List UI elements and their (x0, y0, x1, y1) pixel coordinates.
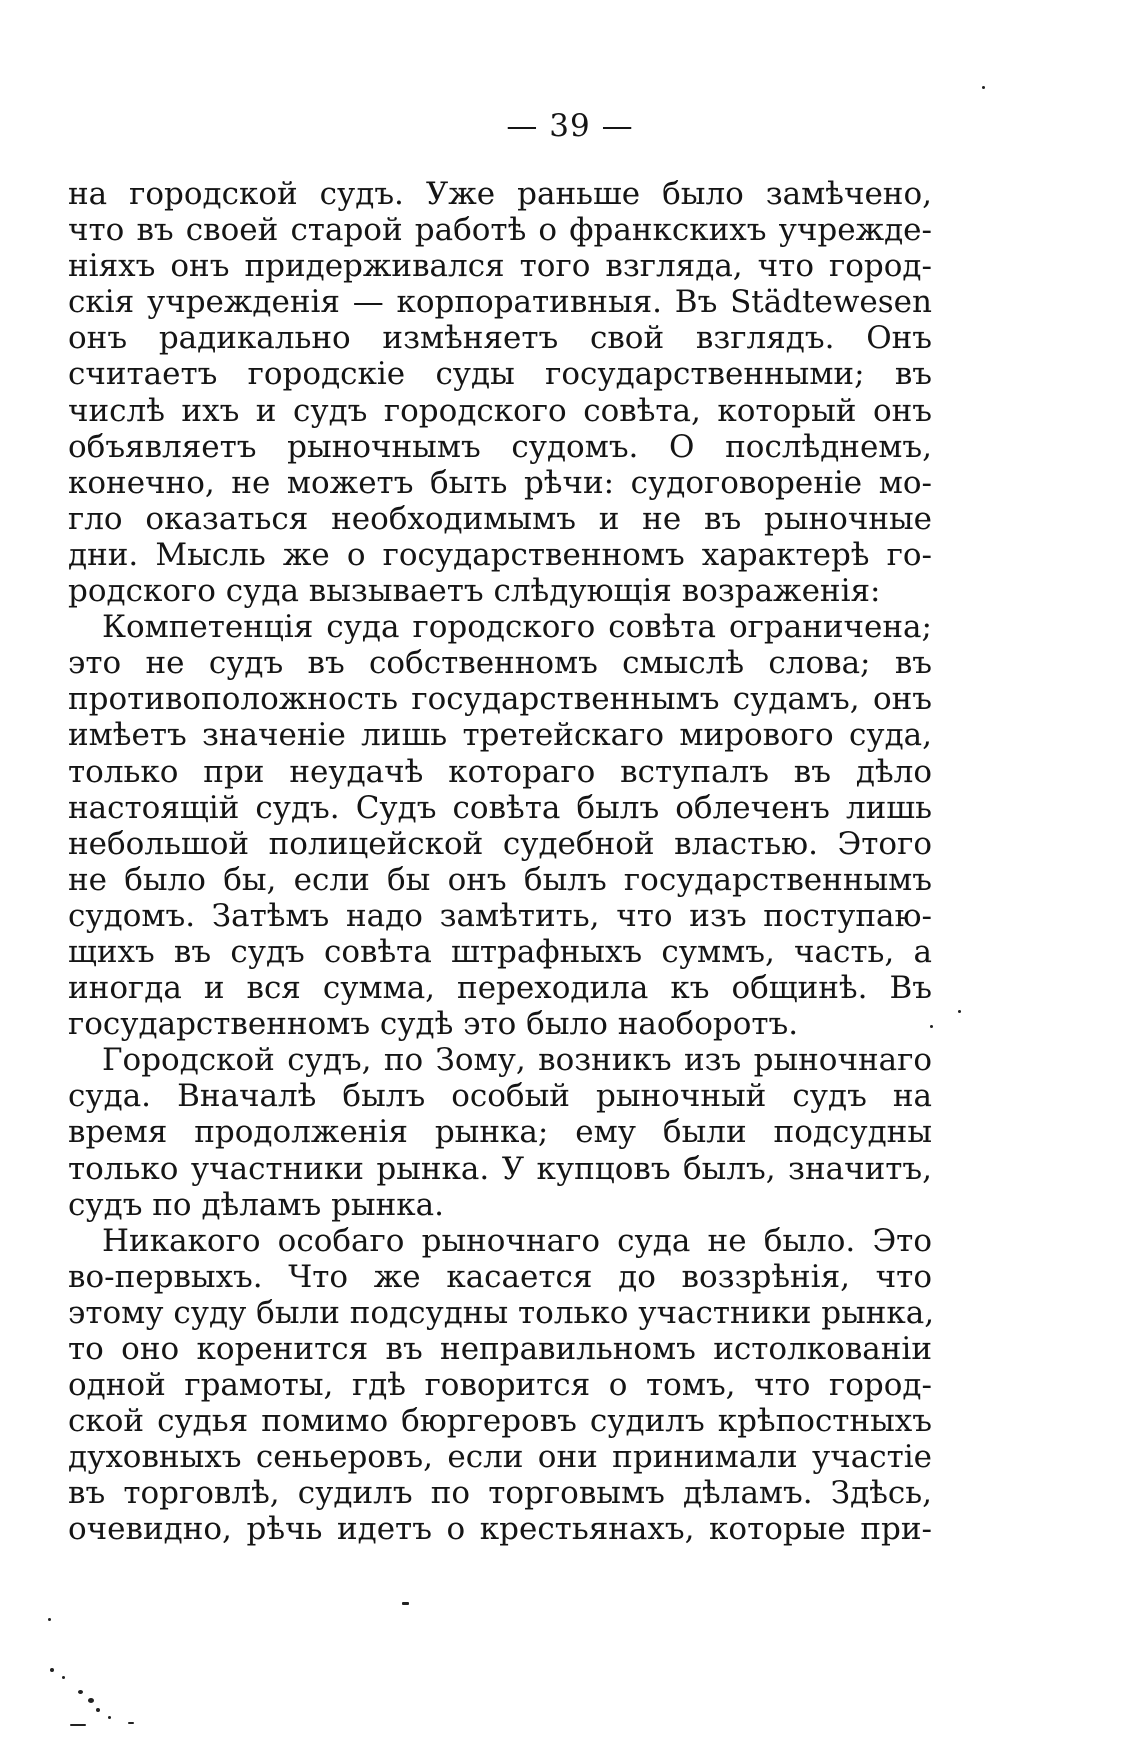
scan-speck (982, 86, 985, 89)
text-line: считаетъ городскіе суды государственными; въ (68, 356, 932, 393)
scan-speck (958, 1010, 961, 1013)
text-line: только участники рынка. У купцовъ былъ, значитъ, (68, 1150, 932, 1187)
paragraph (68, 1042, 932, 1222)
scan-speck (48, 1618, 51, 1621)
text-line: духовныхъ сеньеровъ, если они принимали участіе (68, 1439, 932, 1476)
text-line: во-первыхъ. Что же касается до воззрѣнія, что (68, 1258, 932, 1295)
text-line: государственномъ судѣ это было наоборотъ. (68, 1006, 799, 1043)
text-line: суда. Вначалѣ былъ особый рыночный судъ на (68, 1078, 932, 1115)
text-line: ніяхъ онъ придерживался того взгляда, что город- (68, 248, 932, 285)
text-line: очевидно, рѣчь идетъ о крестьянахъ, которые при- (68, 1511, 932, 1548)
text-line: конечно, не можетъ быть рѣчи: судоговореніе мо- (68, 464, 932, 501)
scan-speck (108, 1716, 111, 1719)
text-line: щихъ въ судъ совѣта штрафныхъ суммъ, часть, а (68, 933, 932, 970)
text-line: что въ своей старой работѣ о франкскихъ учрежде- (68, 212, 932, 249)
scan-speck (88, 1698, 94, 1703)
text-line: этому суду были подсудны только участники рынка, (68, 1294, 935, 1331)
paragraph (68, 176, 932, 609)
text-line: только при неудачѣ котораго вступалъ въ дѣло (68, 753, 932, 790)
scan-speck (50, 1668, 54, 1672)
text-line: въ торговлѣ, судилъ по торговымъ дѣламъ. Здѣсь, (68, 1475, 932, 1512)
text-line: судомъ. Затѣмъ надо замѣтить, что изъ поступаю- (68, 897, 932, 934)
text-line: противоположность государственнымъ судамъ, онъ (68, 681, 932, 718)
text-line: на городской судъ. Уже раньше было замѣчено, (68, 176, 932, 212)
text-line: объявляетъ рыночнымъ судомъ. О послѣднемъ, (68, 428, 932, 465)
text-line: одной грамоты, гдѣ говорится о томъ, что город- (68, 1367, 932, 1404)
text-line: имѣетъ значеніе лишь третейскаго мирового суда, (68, 717, 932, 754)
text-line: гло оказаться необходимымъ и не въ рыночные (68, 500, 932, 537)
text-line: Городской судъ, по Зому, возникъ изъ рыночнаго (102, 1042, 932, 1079)
text-line: иногда и вся сумма, переходила къ общинѣ. Въ (68, 970, 932, 1007)
text-line: Компетенція суда городского совѣта ограничена; (102, 609, 932, 646)
page-number: — 39 — (506, 108, 634, 144)
scan-speck (62, 1676, 65, 1679)
text-line: дни. Мысль же о государственномъ характерѣ го- (68, 536, 932, 573)
body-text (68, 176, 935, 1548)
text-line: время продолженія рынка; ему были подсудны (68, 1114, 932, 1151)
scan-speck (96, 1708, 100, 1712)
scan-speck (78, 1690, 83, 1694)
paragraph (68, 609, 932, 1042)
scan-speck (930, 1025, 933, 1028)
text-line: не было бы, если бы онъ былъ государственнымъ (68, 861, 932, 898)
text-line: онъ радикально измѣняетъ свой взглядъ. Онъ (68, 320, 932, 357)
text-line: небольшой полицейской судебной властью. Этого (68, 825, 932, 862)
text-line: Никакого особаго рыночнаго суда не было. Это (102, 1222, 932, 1259)
text-line: судъ по дѣламъ рынка. (68, 1186, 444, 1223)
text-line: числѣ ихъ и судъ городского совѣта, который онъ (68, 392, 932, 429)
text-line: скія учрежденія — корпоративныя. Въ Städtewesen (68, 284, 932, 321)
text-line: ской судья помимо бюргеровъ судилъ крѣпостныхъ (68, 1403, 932, 1440)
text-line: то оно коренится въ неправильномъ истолкованіи (68, 1331, 932, 1367)
text-line: родского суда вызываетъ слѣдующія возраженія: (68, 573, 881, 610)
scan-speck (402, 1602, 409, 1605)
paragraph (68, 1222, 935, 1548)
text-line: это не судъ въ собственномъ смыслѣ слова; въ (68, 645, 932, 682)
scan-speck (70, 1724, 86, 1726)
scan-speck (128, 1722, 134, 1724)
text-line: настоящій судъ. Судъ совѣта былъ облеченъ лишь (68, 789, 932, 826)
